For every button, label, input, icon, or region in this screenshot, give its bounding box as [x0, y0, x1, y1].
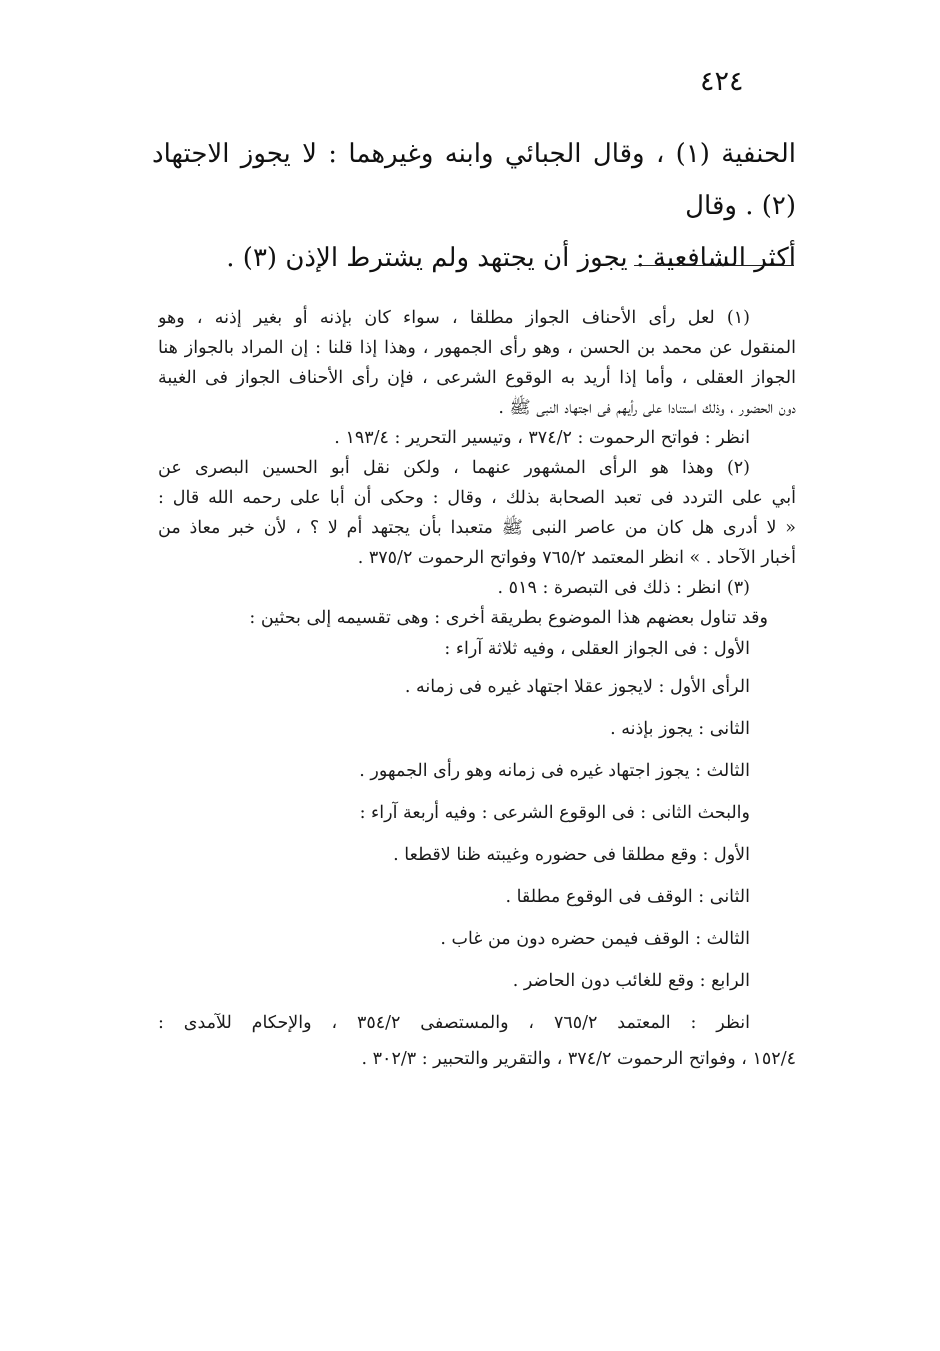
page-number: ٤٢٤: [700, 66, 744, 97]
footnote-3-reference: ١٥٢/٤ ، وفواتح الرحموت ٣٧٤/٢ ، والتقرير والتحبير : ٣٠٢/٣ .: [361, 1049, 796, 1069]
footnote-1-reference: انظر : فواتح الرحموت : ٣٧٤/٢ ، وتيسير التحرير : ١٩٣/٤ .: [334, 428, 750, 448]
footnotes-section: [158, 303, 796, 1074]
footnote-3-line: (٣) انظر : ذلك فى التبصرة : ٥١٩ .: [497, 578, 750, 598]
footnote-2-line: « لا أدرى هل كان من عاصر النبى ﷺ متعبدا بأن يجتهد أم لا ؟ ، لأن خبر معاذ من: [158, 518, 796, 538]
main-text-line: أكثر الشافعية : يجوز أن يجتهد ولم يشترط الإذن (٣) .: [226, 243, 796, 273]
footnote-3-line: الرأى الأول : لايجوز عقلا اجتهاد غيره فى زمانه .: [404, 677, 750, 697]
footnote-3-line: الثانى : يجوز بإذنه .: [610, 719, 750, 739]
footnote-3-line: والبحث الثانى : فى الوقوع الشرعى : وفيه أربعة آراء :: [359, 803, 750, 823]
footnote-2-line: أخبار الآحاد . » انظر المعتمد ٧٦٥/٢ وفواتح الرحموت ٣٧٥/٢ .: [357, 548, 796, 568]
footnote-2-line: أبي على التردد فى تعبد الصحابة بذلك ، وقال : وحكى أن أبا على رحمه الله قال :: [158, 488, 796, 508]
footnote-3-line: الثالث : الوقف فيمن حضره دون من غاب .: [440, 929, 750, 949]
footnote-3-line: الثالث : يجوز اجتهاد غيره فى زمانه وهو رأى الجمهور .: [359, 761, 750, 781]
footnote-1-line: دون الحضور ، وذلك استنادا على رأيهم فى اجتهاد النبى ﷺ .: [498, 398, 796, 418]
footnote-3-line: الرابع : وقع للغائب دون الحاضر .: [512, 971, 750, 991]
footnote-3-line: الأول : فى الجواز العقلى ، وفيه ثلاثة آراء :: [444, 639, 750, 659]
footnote-3-line: الأول : وقع مطلقا فى حضوره وغيبته ظنا لاقطعا .: [393, 845, 750, 865]
footnote-3-line: الثانى : الوقف فى الوقوع مطلقا .: [505, 887, 750, 907]
footnote-3-reference: انظر : المعتمد ٧٦٥/٢ ، والمستصفى ٣٥٤/٢ ، والإحكام للآمدى :: [158, 1013, 750, 1033]
footnote-1-line: المنقول عن محمد بن الحسن ، وهو رأى الجمهور ، وهذا إذا قلنا : إن المراد بالجواز هنا: [158, 338, 796, 358]
footnote-3-line: وقد تناول بعضهم هذا الموضوع بطريقة أخرى : وهى تقسيمه إلى بحثين :: [249, 608, 768, 628]
footnote-1-line: الجواز العقلى ، وأما إذا أريد به الوقوع الشرعى ، فإن رأى الأحناف الجواز فى الغيبة: [158, 368, 796, 388]
footnote-2-line: (٢) وهذا هو الرأى المشهور عنهما ، ولكن نقل أبو الحسين البصرى عن: [158, 458, 750, 478]
main-body-text: [152, 128, 796, 284]
footnote-1-line: (١) لعل رأى الأحناف الجواز مطلقا ، سواء كان بإذنه أو بغير إذنه ، وهو: [158, 308, 750, 328]
main-text-line: الحنفية (١) ، وقال الجبائي وابنه وغيرهما : لا يجوز الاجتهاد (٢) . وقال: [152, 139, 796, 221]
footnote-divider: [634, 265, 794, 266]
